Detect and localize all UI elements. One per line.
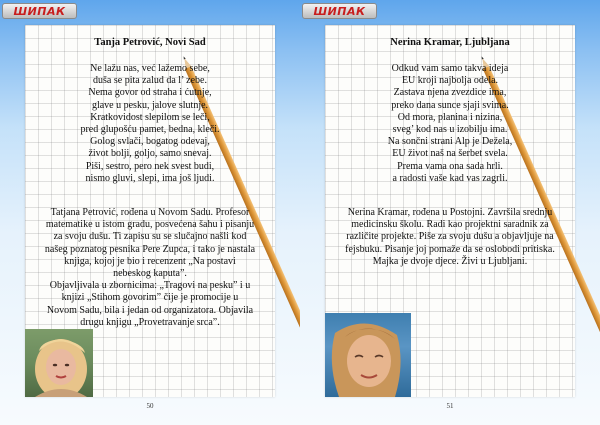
poem-line: Ne lažu nas, već lažemo sebe, (90, 63, 210, 74)
bio-line: našeg poznatog pesnika Pere Zupca, i tako je nastala (44, 243, 256, 255)
bio-line: Majka je dvoje djece. Živi u Ljubljani. (372, 255, 528, 267)
bio-line: Tatjana Petrović, rođena u Novom Sadu. Profesor (50, 207, 250, 218)
grid-paper (25, 25, 275, 397)
bio-line: za svoju dušu. Ti zapisu su se slučajno našli kod (53, 231, 247, 243)
poem-line: glave u pesku, jalove slutnje. (91, 99, 209, 111)
poem-line: Piši, sestro, pero nek svest budi, (85, 160, 215, 172)
bio-line: Objavljivala u zbornicima: „Tragovi na pesku” i u (49, 280, 251, 292)
bio-line: knjiga, kojoj je bio i recenzent „Na postavi (64, 255, 236, 267)
logo-text: ШИПАК (313, 4, 366, 18)
shipak-logo (302, 3, 377, 19)
page-number: 51 (446, 402, 454, 410)
poem-line: Prema vama ona sada hrli. (397, 160, 503, 172)
poem-line: EU život naš na šerbet svela. (392, 148, 508, 160)
author-bio (25, 207, 275, 329)
poem-line: preko dana sunce sjaji svima. (391, 99, 509, 111)
logo-text: ШИПАК (13, 4, 66, 18)
poem-title: Tanja Petrović, Novi Sad (94, 37, 206, 48)
author-portrait-image (25, 329, 93, 397)
poem-line: Golog svlači, bogatog odevaj, (90, 136, 210, 148)
poem (325, 63, 575, 185)
poem (25, 63, 275, 185)
poem-line: Nema govor od straha i ćutnje, (88, 87, 212, 99)
author-portrait-image (325, 313, 411, 397)
poem-line: a radosti vaše kad vas zagrli. (392, 172, 508, 184)
grid-paper (325, 25, 575, 397)
poem-line: život bolji, goljo, samo snevaj. (88, 148, 212, 160)
right-page (300, 0, 600, 425)
poem-title: Nerina Kramar, Ljubljana (390, 37, 510, 48)
poem-line: Kratkovidost slepilom se leči, (90, 111, 210, 123)
page-number: 50 (146, 402, 154, 410)
poem-line: Na sončni strani Alp je Dežela, (387, 136, 513, 148)
bio-line: fejsbuku. Pisanje joj pomaže da se oslobodi pritiska. (345, 243, 555, 255)
poem-line: EU kroji najbolja odela. (401, 75, 499, 87)
poem-line: Zastava njena zvezdice ima, (393, 87, 507, 99)
author-photo (325, 313, 411, 397)
author-photo (25, 329, 93, 397)
bio-line: različite projekte. Piše za svoju dušu a objavljuje na (346, 231, 554, 243)
poem-line: Odkud vam samo takva ideja (391, 63, 509, 74)
shipak-logo (2, 3, 77, 19)
bio-line: matematike u istom gradu, posvećena šahu i pisanju (45, 219, 255, 231)
poem-line: sveg’ kod nas u izobilju ima. (392, 124, 508, 136)
bio-line: knjizi „Stihom govorim” čije je promocije u (61, 292, 239, 304)
bio-line: drugu knjigu „Provetravanje srca”. (80, 316, 220, 328)
poem-line: duša se pita zalud da l’ zebe. (93, 75, 207, 87)
author-bio (325, 207, 575, 268)
poem-line: pred glupošću pamet, bedna, kleči. (80, 124, 220, 136)
bio-line: medicinsku školu. Radi kao projektni saradnik za (351, 219, 549, 231)
poem-line: nismo gluvi, slepi, ima još ljudi. (85, 172, 215, 184)
bio-line: Novom Sadu, bila i jedan od organizatora. Objavila (46, 304, 254, 316)
poem-line: Od mora, planina i nizina, (397, 111, 503, 123)
bio-line: Nerina Kramar, rođena u Postojni. Završila srednju (347, 207, 553, 218)
bio-line: nebeskog kaputa”. (113, 268, 187, 280)
